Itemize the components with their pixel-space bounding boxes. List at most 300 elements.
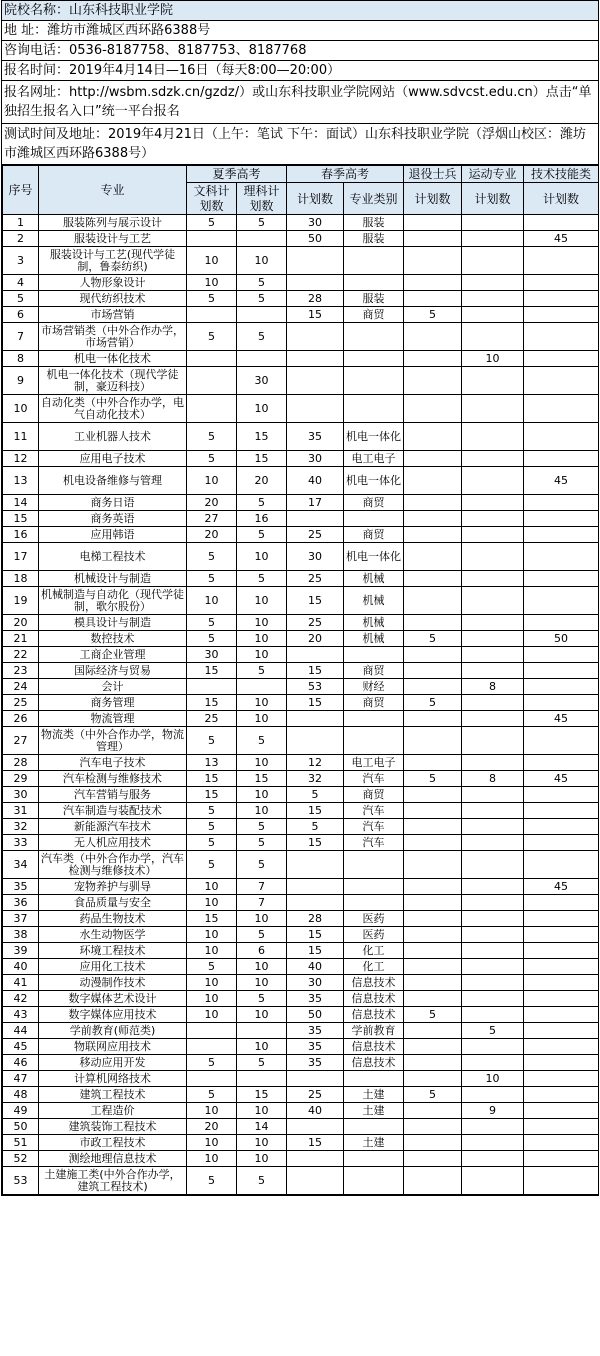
row-sport-plan	[462, 879, 524, 895]
row-vet-plan	[404, 1039, 462, 1055]
table-row	[3, 975, 599, 991]
table-row	[3, 395, 599, 423]
row-skill-plan: 45	[524, 771, 599, 787]
row-vet-plan	[404, 1135, 462, 1151]
row-category: 信息技术	[344, 1055, 404, 1071]
row-vet-plan: 5	[404, 1087, 462, 1103]
row-sport-plan: 10	[462, 1071, 524, 1087]
row-seq: 7	[3, 323, 39, 351]
row-skill-plan	[524, 351, 599, 367]
row-vet-plan	[404, 291, 462, 307]
row-arts-plan	[187, 679, 237, 695]
row-sci-plan: 10	[237, 1007, 287, 1023]
table-row	[3, 1103, 599, 1119]
table-row	[3, 571, 599, 587]
row-vet-plan	[404, 527, 462, 543]
row-skill-plan	[524, 819, 599, 835]
row-category: 商贸	[344, 307, 404, 323]
row-vet-plan	[404, 647, 462, 663]
row-sport-plan	[462, 711, 524, 727]
row-spring-plan: 35	[287, 1055, 344, 1071]
row-major: 环境工程技术	[39, 943, 187, 959]
col-sci-plan: 理科计划数	[237, 183, 287, 215]
row-sci-plan: 5	[237, 727, 287, 755]
row-spring-plan: 15	[287, 835, 344, 851]
row-skill-plan	[524, 543, 599, 571]
row-sci-plan: 10	[237, 395, 287, 423]
table-row	[3, 1039, 599, 1055]
row-vet-plan	[404, 247, 462, 275]
row-spring-plan	[287, 851, 344, 879]
row-sci-plan: 10	[237, 1135, 287, 1151]
row-major: 数字媒体应用技术	[39, 1007, 187, 1023]
row-vet-plan	[404, 511, 462, 527]
row-sport-plan	[462, 423, 524, 451]
row-sport-plan	[462, 543, 524, 571]
row-seq: 44	[3, 1023, 39, 1039]
row-major: 商务管理	[39, 695, 187, 711]
row-category: 汽车	[344, 803, 404, 819]
table-row	[3, 803, 599, 819]
row-major: 商务日语	[39, 495, 187, 511]
row-category	[344, 647, 404, 663]
row-seq: 5	[3, 291, 39, 307]
row-sci-plan: 7	[237, 895, 287, 911]
row-skill-plan	[524, 1023, 599, 1039]
row-arts-plan: 20	[187, 527, 237, 543]
row-skill-plan	[524, 571, 599, 587]
row-skill-plan: 45	[524, 879, 599, 895]
row-sport-plan	[462, 911, 524, 927]
school-address: 地 址：潍坊市潍城区西环路6388号	[2, 21, 598, 41]
row-spring-plan: 35	[287, 423, 344, 451]
row-sci-plan: 5	[237, 275, 287, 291]
row-spring-plan: 35	[287, 1023, 344, 1039]
row-spring-plan	[287, 895, 344, 911]
row-category: 商贸	[344, 527, 404, 543]
row-seq: 24	[3, 679, 39, 695]
row-arts-plan: 15	[187, 695, 237, 711]
table-row	[3, 275, 599, 291]
row-category: 土建	[344, 1135, 404, 1151]
row-sci-plan: 15	[237, 451, 287, 467]
row-category: 商贸	[344, 695, 404, 711]
row-spring-plan: 25	[287, 1087, 344, 1103]
table-row	[3, 451, 599, 467]
row-spring-plan: 40	[287, 959, 344, 975]
row-major: 无人机应用技术	[39, 835, 187, 851]
row-spring-plan: 15	[287, 803, 344, 819]
row-sci-plan: 15	[237, 771, 287, 787]
row-seq: 19	[3, 587, 39, 615]
row-seq: 39	[3, 943, 39, 959]
row-seq: 6	[3, 307, 39, 323]
row-arts-plan: 10	[187, 1135, 237, 1151]
row-major: 市政工程技术	[39, 1135, 187, 1151]
row-sci-plan: 10	[237, 711, 287, 727]
row-sci-plan: 10	[237, 695, 287, 711]
admission-sheet	[1, 0, 599, 1196]
row-sci-plan: 5	[237, 1055, 287, 1071]
row-arts-plan: 10	[187, 467, 237, 495]
col-spring: 春季高考	[287, 166, 404, 183]
row-skill-plan	[524, 1039, 599, 1055]
row-skill-plan	[524, 615, 599, 631]
row-sci-plan: 5	[237, 663, 287, 679]
row-category: 商贸	[344, 663, 404, 679]
row-spring-plan: 35	[287, 991, 344, 1007]
row-sci-plan: 5	[237, 1167, 287, 1195]
row-spring-plan	[287, 351, 344, 367]
row-category	[344, 1151, 404, 1167]
table-row	[3, 215, 599, 231]
row-sport-plan: 9	[462, 1103, 524, 1119]
row-sci-plan	[237, 1071, 287, 1087]
row-sci-plan: 10	[237, 587, 287, 615]
row-vet-plan	[404, 275, 462, 291]
row-skill-plan	[524, 911, 599, 927]
row-category	[344, 851, 404, 879]
row-arts-plan	[187, 1039, 237, 1055]
row-spring-plan: 30	[287, 215, 344, 231]
row-sport-plan	[462, 819, 524, 835]
row-major: 应用电子技术	[39, 451, 187, 467]
table-row	[3, 495, 599, 511]
row-sport-plan	[462, 495, 524, 511]
row-major: 服装陈列与展示设计	[39, 215, 187, 231]
row-category: 商贸	[344, 787, 404, 803]
row-major: 食品质量与安全	[39, 895, 187, 911]
row-spring-plan: 15	[287, 587, 344, 615]
row-arts-plan: 10	[187, 975, 237, 991]
row-sci-plan: 10	[237, 1039, 287, 1055]
row-spring-plan: 30	[287, 975, 344, 991]
row-seq: 31	[3, 803, 39, 819]
row-sport-plan	[462, 803, 524, 819]
row-skill-plan	[524, 1103, 599, 1119]
row-sci-plan: 5	[237, 215, 287, 231]
row-seq: 47	[3, 1071, 39, 1087]
table-row	[3, 959, 599, 975]
row-seq: 46	[3, 1055, 39, 1071]
row-sci-plan: 5	[237, 819, 287, 835]
row-skill-plan	[524, 727, 599, 755]
row-vet-plan	[404, 975, 462, 991]
row-skill-plan: 45	[524, 467, 599, 495]
row-arts-plan: 15	[187, 911, 237, 927]
row-seq: 40	[3, 959, 39, 975]
table-row	[3, 1055, 599, 1071]
row-arts-plan: 20	[187, 495, 237, 511]
row-seq: 20	[3, 615, 39, 631]
row-sci-plan: 10	[237, 247, 287, 275]
row-major: 物流管理	[39, 711, 187, 727]
row-major: 汽车制造与装配技术	[39, 803, 187, 819]
row-vet-plan: 5	[404, 307, 462, 323]
row-arts-plan: 5	[187, 423, 237, 451]
row-vet-plan	[404, 895, 462, 911]
row-vet-plan	[404, 755, 462, 771]
row-arts-plan: 27	[187, 511, 237, 527]
row-seq: 29	[3, 771, 39, 787]
row-category: 土建	[344, 1103, 404, 1119]
row-sci-plan	[237, 307, 287, 323]
table-row	[3, 1023, 599, 1039]
row-category	[344, 879, 404, 895]
row-sci-plan: 5	[237, 927, 287, 943]
row-arts-plan: 5	[187, 1055, 237, 1071]
table-row	[3, 423, 599, 451]
row-seq: 1	[3, 215, 39, 231]
row-category: 服装	[344, 291, 404, 307]
row-arts-plan	[187, 1071, 237, 1087]
row-major: 药品生物技术	[39, 911, 187, 927]
row-arts-plan: 5	[187, 959, 237, 975]
row-skill-plan	[524, 587, 599, 615]
row-sci-plan: 30	[237, 367, 287, 395]
row-spring-plan	[287, 1071, 344, 1087]
row-seq: 53	[3, 1167, 39, 1195]
row-seq: 51	[3, 1135, 39, 1151]
row-seq: 13	[3, 467, 39, 495]
row-major: 会计	[39, 679, 187, 695]
row-category	[344, 511, 404, 527]
row-sport-plan	[462, 467, 524, 495]
row-seq: 14	[3, 495, 39, 511]
table-row	[3, 291, 599, 307]
row-category: 信息技术	[344, 1007, 404, 1023]
row-sport-plan	[462, 1119, 524, 1135]
row-sci-plan: 7	[237, 879, 287, 895]
row-category: 机电一体化	[344, 467, 404, 495]
row-skill-plan	[524, 247, 599, 275]
row-arts-plan: 10	[187, 879, 237, 895]
row-skill-plan	[524, 451, 599, 467]
row-sport-plan	[462, 587, 524, 615]
row-vet-plan: 5	[404, 631, 462, 647]
row-seq: 8	[3, 351, 39, 367]
row-vet-plan	[404, 1119, 462, 1135]
row-skill-plan	[524, 423, 599, 451]
row-vet-plan: 5	[404, 695, 462, 711]
row-sport-plan	[462, 755, 524, 771]
table-row	[3, 711, 599, 727]
row-seq: 12	[3, 451, 39, 467]
row-major: 机械设计与制造	[39, 571, 187, 587]
row-sci-plan: 5	[237, 851, 287, 879]
row-sci-plan: 10	[237, 543, 287, 571]
row-category: 化工	[344, 943, 404, 959]
row-skill-plan	[524, 927, 599, 943]
table-row	[3, 231, 599, 247]
row-vet-plan	[404, 1151, 462, 1167]
row-skill-plan	[524, 991, 599, 1007]
row-skill-plan	[524, 1071, 599, 1087]
row-seq: 23	[3, 663, 39, 679]
row-sport-plan	[462, 1151, 524, 1167]
row-major: 应用韩语	[39, 527, 187, 543]
row-spring-plan: 30	[287, 543, 344, 571]
row-major: 动漫制作技术	[39, 975, 187, 991]
row-major: 宠物养护与驯导	[39, 879, 187, 895]
row-arts-plan: 5	[187, 571, 237, 587]
col-sport-plan: 计划数	[462, 183, 524, 215]
table-row	[3, 647, 599, 663]
row-sport-plan	[462, 895, 524, 911]
row-major: 测绘地理信息技术	[39, 1151, 187, 1167]
row-skill-plan: 50	[524, 631, 599, 647]
row-vet-plan	[404, 803, 462, 819]
row-sport-plan	[462, 291, 524, 307]
row-sci-plan: 16	[237, 511, 287, 527]
row-spring-plan: 30	[287, 451, 344, 467]
table-row	[3, 631, 599, 647]
row-seq: 32	[3, 819, 39, 835]
row-skill-plan	[524, 1151, 599, 1167]
row-skill-plan	[524, 787, 599, 803]
row-arts-plan: 10	[187, 943, 237, 959]
row-category	[344, 395, 404, 423]
registration-site: 报名网址：http://wsbm.sdzk.cn/gzdz/）或山东科技职业学院网站（www.sdvcst.edu.cn）点击“单独招生报名入口”统一平台报名	[2, 81, 598, 124]
row-skill-plan	[524, 367, 599, 395]
row-seq: 37	[3, 911, 39, 927]
table-row	[3, 679, 599, 695]
table-row	[3, 1135, 599, 1151]
row-category: 机电一体化	[344, 543, 404, 571]
row-vet-plan	[404, 663, 462, 679]
row-seq: 49	[3, 1103, 39, 1119]
table-row	[3, 787, 599, 803]
table-row	[3, 587, 599, 615]
row-sport-plan: 8	[462, 679, 524, 695]
col-seq: 序号	[3, 166, 39, 215]
col-major: 专业	[39, 166, 187, 215]
row-sci-plan: 20	[237, 467, 287, 495]
row-sci-plan: 5	[237, 527, 287, 543]
table-row	[3, 879, 599, 895]
row-seq: 33	[3, 835, 39, 851]
row-vet-plan	[404, 959, 462, 975]
row-seq: 2	[3, 231, 39, 247]
row-major: 市场营销类（中外合作办学，市场营销）	[39, 323, 187, 351]
row-spring-plan	[287, 323, 344, 351]
row-major: 数字媒体艺术设计	[39, 991, 187, 1007]
row-category	[344, 323, 404, 351]
col-skills: 技术技能类	[524, 166, 599, 183]
table-row	[3, 511, 599, 527]
table-row	[3, 1071, 599, 1087]
row-major: 服装设计与工艺	[39, 231, 187, 247]
row-sport-plan	[462, 1135, 524, 1151]
row-sport-plan	[462, 1039, 524, 1055]
row-sci-plan: 10	[237, 975, 287, 991]
row-major: 建筑工程技术	[39, 1087, 187, 1103]
table-row	[3, 1167, 599, 1195]
row-spring-plan: 32	[287, 771, 344, 787]
table-row	[3, 615, 599, 631]
row-sport-plan	[462, 631, 524, 647]
row-arts-plan: 20	[187, 1119, 237, 1135]
row-skill-plan	[524, 851, 599, 879]
row-sci-plan: 15	[237, 423, 287, 451]
table-row	[3, 247, 599, 275]
row-sport-plan	[462, 323, 524, 351]
row-category: 机械	[344, 615, 404, 631]
row-vet-plan	[404, 231, 462, 247]
row-spring-plan: 53	[287, 679, 344, 695]
row-sci-plan: 10	[237, 787, 287, 803]
row-vet-plan	[404, 451, 462, 467]
row-sport-plan	[462, 851, 524, 879]
row-vet-plan	[404, 543, 462, 571]
table-row	[3, 351, 599, 367]
row-vet-plan	[404, 819, 462, 835]
row-skill-plan	[524, 1135, 599, 1151]
row-spring-plan	[287, 711, 344, 727]
row-vet-plan	[404, 215, 462, 231]
row-major: 应用化工技术	[39, 959, 187, 975]
table-row	[3, 323, 599, 351]
row-spring-plan: 50	[287, 231, 344, 247]
row-spring-plan	[287, 395, 344, 423]
row-category: 信息技术	[344, 1039, 404, 1055]
row-skill-plan	[524, 307, 599, 323]
row-arts-plan: 10	[187, 247, 237, 275]
row-vet-plan	[404, 395, 462, 423]
col-skill-plan: 计划数	[524, 183, 599, 215]
row-category: 机械	[344, 587, 404, 615]
row-spring-plan	[287, 367, 344, 395]
row-sport-plan	[462, 835, 524, 851]
row-spring-plan: 25	[287, 527, 344, 543]
row-sci-plan: 10	[237, 1151, 287, 1167]
row-major: 模具设计与制造	[39, 615, 187, 631]
row-category	[344, 727, 404, 755]
row-major: 自动化类（中外合作办学，电气自动化技术）	[39, 395, 187, 423]
row-vet-plan	[404, 927, 462, 943]
table-row	[3, 943, 599, 959]
row-sci-plan	[237, 231, 287, 247]
row-category	[344, 351, 404, 367]
row-vet-plan: 5	[404, 771, 462, 787]
row-seq: 38	[3, 927, 39, 943]
row-skill-plan	[524, 895, 599, 911]
row-seq: 15	[3, 511, 39, 527]
plan-rows	[3, 215, 599, 1195]
col-spring-plan: 计划数	[287, 183, 344, 215]
row-category	[344, 247, 404, 275]
row-category: 化工	[344, 959, 404, 975]
row-seq: 21	[3, 631, 39, 647]
row-vet-plan	[404, 495, 462, 511]
table-row	[3, 467, 599, 495]
table-row	[3, 1087, 599, 1103]
row-spring-plan	[287, 647, 344, 663]
row-seq: 26	[3, 711, 39, 727]
table-row	[3, 927, 599, 943]
row-major: 现代纺织技术	[39, 291, 187, 307]
row-vet-plan	[404, 467, 462, 495]
row-sci-plan: 10	[237, 647, 287, 663]
row-skill-plan	[524, 647, 599, 663]
row-arts-plan: 15	[187, 771, 237, 787]
row-category	[344, 711, 404, 727]
row-major: 移动应用开发	[39, 1055, 187, 1071]
table-row	[3, 367, 599, 395]
row-category: 医药	[344, 911, 404, 927]
row-category	[344, 1167, 404, 1195]
row-major: 汽车检测与维修技术	[39, 771, 187, 787]
